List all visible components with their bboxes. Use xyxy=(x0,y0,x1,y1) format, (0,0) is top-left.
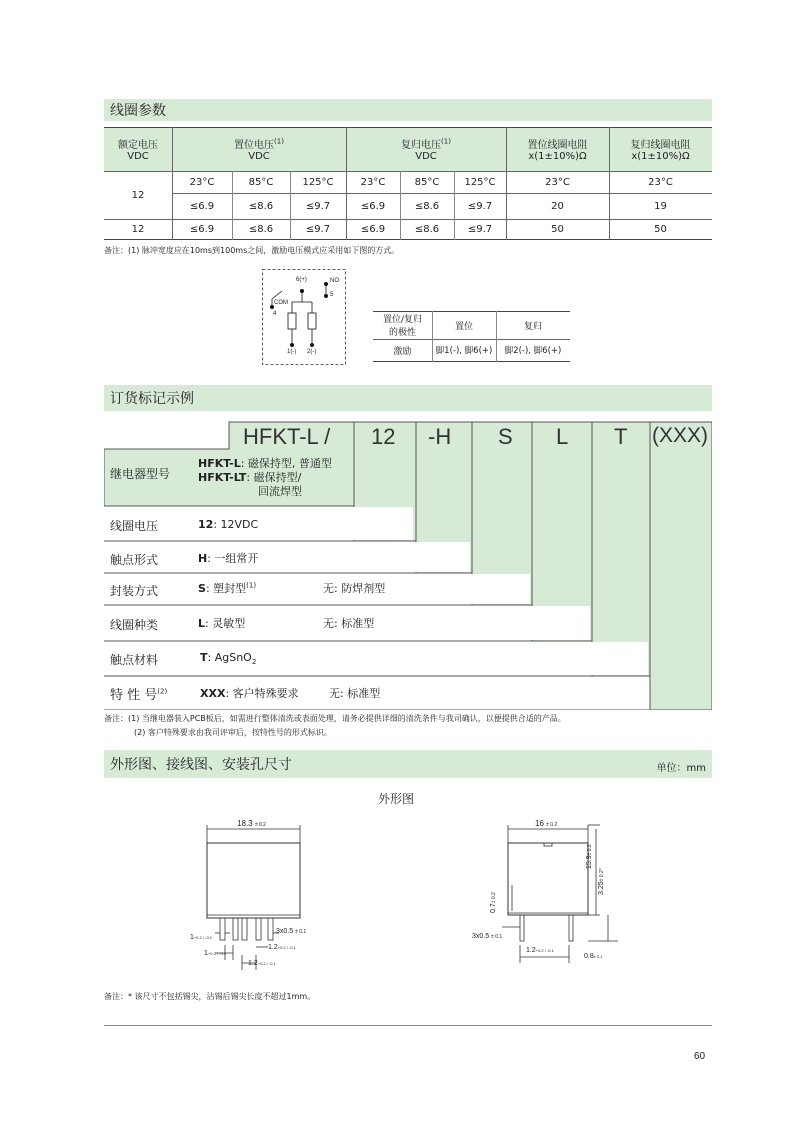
left-width-dim: 18.3 ± 0.2 xyxy=(237,819,266,828)
left-pitch-dim-1: 1+0.2 / -0.1 xyxy=(190,934,213,941)
pin2-label: 2(-) xyxy=(307,349,317,355)
row1-reset-125: ≤9.7 xyxy=(467,200,493,212)
alt-package: 无: 防焊剂型 xyxy=(323,582,386,595)
polarity-reset-header: 复归 xyxy=(523,321,542,332)
alt-special: 无: 标准型 xyxy=(329,687,381,700)
desc-package: S: 塑封型$^{(1)}$ xyxy=(198,581,257,595)
header-set-resistance: 置位线圈电阻 x(1±10%)Ω xyxy=(527,140,588,162)
polarity-set-pins: 脚1(-), 脚6(+) xyxy=(435,346,493,356)
row2-set-23: ≤6.9 xyxy=(189,223,215,235)
no-label: NO xyxy=(330,278,339,284)
row1-voltage: 12 xyxy=(131,189,145,201)
outline-note: 备注：* 该尺寸不包括锡尖，沾锡后锡尖长度不超过1mm。 xyxy=(104,992,316,1001)
code-contact-material: T xyxy=(614,424,628,449)
polarity-reset-pins: 脚2(-), 脚6(+) xyxy=(504,346,562,356)
code-special: (XXX) xyxy=(652,424,709,447)
footer-rule xyxy=(104,1025,712,1026)
label-relay-model: 继电器型号 xyxy=(110,467,171,481)
row2-reset-85: ≤8.6 xyxy=(414,223,440,235)
temp-cell: 125°C xyxy=(464,176,496,188)
coil-section-header xyxy=(104,99,712,121)
polarity-table xyxy=(373,311,570,362)
ordering-diagram xyxy=(104,418,712,710)
right-pin-thickness-dim: 0.8± 0.1 xyxy=(584,953,603,960)
label-coil-voltage: 线圈电压 xyxy=(110,519,159,533)
right-width-dim: 16 ± 0.2 xyxy=(535,819,558,828)
desc-coil-voltage: 12: 12VDC xyxy=(198,518,259,531)
code-package: S xyxy=(498,424,513,449)
temp-cell: 85°C xyxy=(248,176,274,188)
code-contact-form: -H xyxy=(428,424,452,449)
row2-set-85: ≤8.6 xyxy=(248,223,274,235)
ordering-section-title: 订货标记示例 xyxy=(110,391,194,407)
row1-set-125: ≤9.7 xyxy=(305,200,331,212)
temp-cell: 23°C xyxy=(545,176,570,188)
right-standoff-dim: 0.7± 0.2 xyxy=(490,892,497,913)
pin6-label: 6(+) xyxy=(296,277,307,283)
left-pitch-dim-4: 1.2+0.2 / -0.1 xyxy=(248,960,276,967)
outline-section-title: 外形图、接线图、安装孔尺寸 xyxy=(110,757,292,773)
outline-drawing-front xyxy=(468,815,628,975)
row2-reset-23: ≤6.9 xyxy=(360,223,386,235)
right-pin-length-dim: 3.25± 0.2* xyxy=(598,868,605,895)
row1-reset-85: ≤8.6 xyxy=(414,200,440,212)
outline-subtitle: 外形图 xyxy=(378,792,415,806)
row1-set-23: ≤6.9 xyxy=(189,200,215,212)
temp-cell: 23°C xyxy=(360,176,386,188)
left-pin-width-dim: 3x0.5 ± 0.1 xyxy=(276,928,307,935)
row2-set-res: 50 xyxy=(551,223,564,235)
unit-label: 单位：mm xyxy=(656,763,706,774)
desc-contact-form: H: 一组常开 xyxy=(198,552,259,565)
row1-set-res: 20 xyxy=(551,200,564,212)
desc-relay-model: HFKT-L: 磁保持型, 普通型 HFKT-LT: 磁保持型/ 回流焊型 xyxy=(198,457,332,498)
row1-reset-23: ≤6.9 xyxy=(360,200,386,212)
polarity-excite: 激励 xyxy=(393,346,412,357)
alt-coil-type: 无: 标准型 xyxy=(323,617,375,630)
code-model: HFKT-L / xyxy=(243,424,331,449)
coil-note: 备注：(1) 脉冲宽度应在10ms到100ms之间，激励电压模式应采用如下图的方式。 xyxy=(104,246,400,255)
com-label: COM xyxy=(274,300,288,306)
coil-table xyxy=(104,127,712,240)
header-rated-voltage: 额定电压 VDC xyxy=(118,140,158,162)
right-pitch-dim: 1.2+0.2 / -0.1 xyxy=(526,947,554,954)
row1-set-85: ≤8.6 xyxy=(248,200,274,212)
ordering-section-header xyxy=(104,385,712,411)
left-pitch-dim-3: 1.2+0.2 / -0.1 xyxy=(268,944,296,951)
label-special: 特 性 号$^{(2)}$ xyxy=(110,687,168,703)
pin4-label: 4 xyxy=(273,311,277,317)
row2-set-125: ≤9.7 xyxy=(305,223,331,235)
label-package: 封装方式 xyxy=(110,584,159,598)
polarity-header: 置位/复归 的极性 xyxy=(382,315,423,338)
code-coil-voltage: 12 xyxy=(371,424,396,449)
header-set-voltage: 置位电压$^{(1)}$ VDC xyxy=(234,137,284,162)
outline-section-header xyxy=(104,750,712,778)
row2-reset-125: ≤9.7 xyxy=(467,223,493,235)
label-contact-material: 触点材料 xyxy=(110,653,159,667)
circuit-diagram xyxy=(262,269,346,365)
label-contact-form: 触点形式 xyxy=(110,553,159,567)
pin5-label: 5 xyxy=(330,292,334,298)
polarity-set-header: 置位 xyxy=(454,321,473,332)
header-reset-resistance: 复归线圈电阻 x(1±10%)Ω xyxy=(630,140,691,162)
page-number: 60 xyxy=(694,1051,706,1062)
row2-reset-res: 50 xyxy=(654,223,667,235)
temp-cell: 23°C xyxy=(648,176,673,188)
temp-cell: 23°C xyxy=(189,176,215,188)
code-coil-type: L xyxy=(556,424,569,449)
pin1-label: 1(-) xyxy=(287,349,297,355)
ordering-note-1: 备注：(1) 当继电器装入PCB板后，如需进行整体清洗或表面处理，请务必提供详细的清洗条件与我司确认，以便提供合适的产品。 xyxy=(104,714,566,723)
desc-special: XXX: 客户特殊要求 xyxy=(200,687,299,700)
desc-contact-material: T: AgSnO$_2$ xyxy=(200,651,257,667)
temp-cell: 85°C xyxy=(414,176,440,188)
header-reset-voltage: 复归电压$^{(1)}$ VDC xyxy=(401,137,451,162)
row1-reset-res: 19 xyxy=(654,200,667,212)
label-coil-type: 线圈种类 xyxy=(110,618,159,632)
temp-cell: 125°C xyxy=(302,176,334,188)
outline-drawing-side xyxy=(180,815,340,975)
right-pin-width-dim: 3x0.5 ± 0.1 xyxy=(472,933,503,940)
right-height-dim: 15.9± 0.2 xyxy=(586,844,593,869)
desc-coil-type: L: 灵敏型 xyxy=(198,617,246,630)
ordering-note-2: (2) 客户特殊要求由我司评审后，按特性号的形式标识。 xyxy=(134,728,332,737)
left-pitch-dim-2: 1+0.2 / -0.1 xyxy=(204,950,227,957)
row2-voltage: 12 xyxy=(131,223,145,235)
coil-section-title: 线圈参数 xyxy=(110,103,166,119)
